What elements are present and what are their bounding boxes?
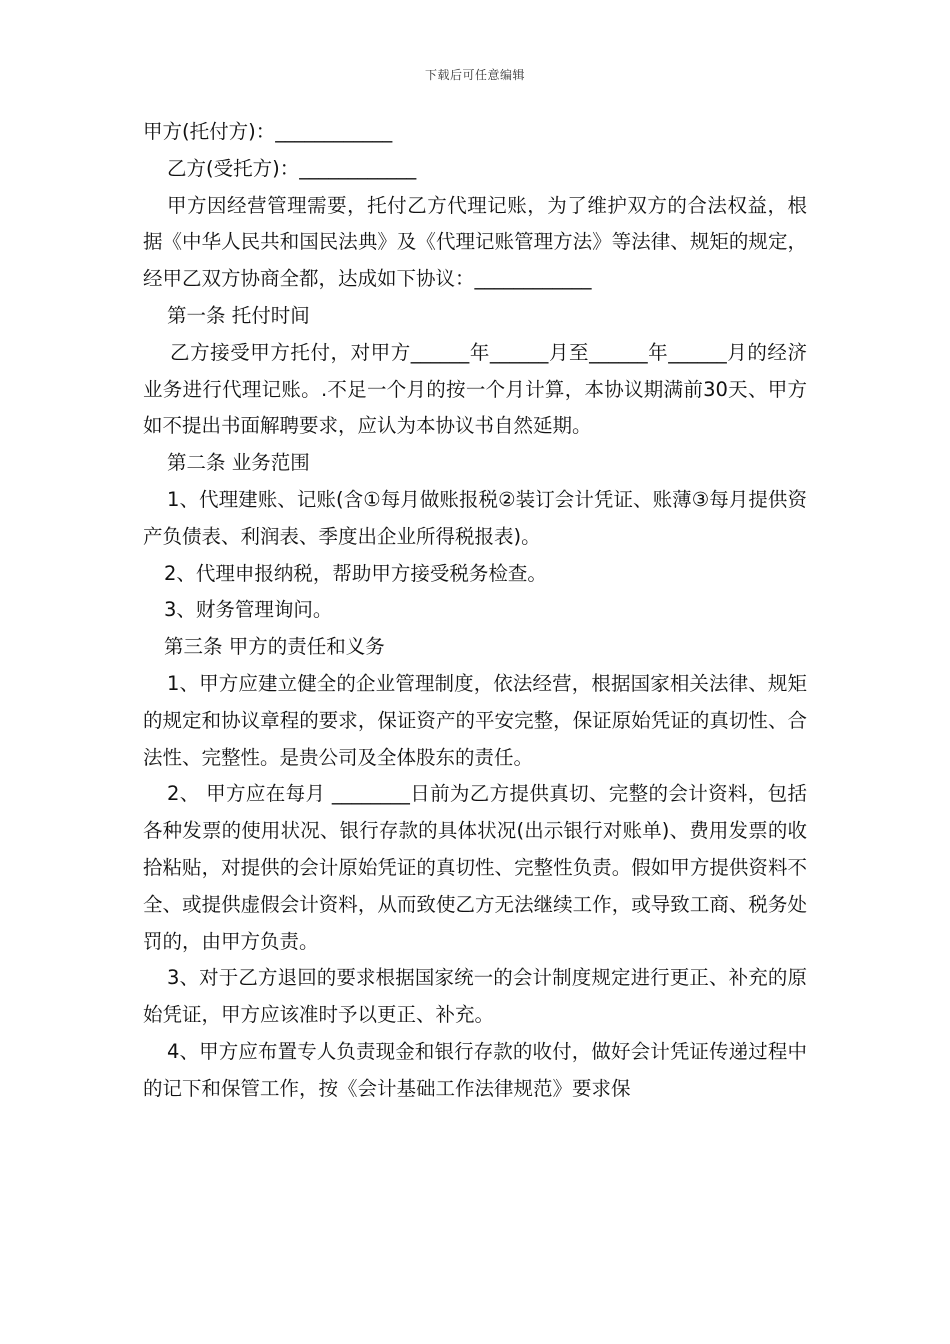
article3-item3: 3、对于乙方退回的要求根据国家统一的会计制度规定进行更正、补充的原始凭证，甲方应该准时予以更正、补充。 bbox=[143, 966, 807, 1027]
article1-text: 乙方接受甲方托付，对甲方______年______月至______年______月的经济业务进行代理记账。.不足一个月的按一个月计算，本协议期满前30天、甲方如不提出书面解聘要求，应认为本协议书自然延期。 bbox=[143, 340, 807, 438]
header-note: 下载后可任意编辑 bbox=[424, 68, 525, 82]
article2-item1: 1、代理建账、记账(含①每月做账报税②装订会计凭证、账薄③每月提供资产负债表、利润表、季度出企业所得税报表)。 bbox=[143, 487, 807, 548]
document-body bbox=[143, 114, 807, 1108]
party-b-line: 乙方(受托方)：____________ bbox=[167, 156, 417, 180]
article3-item1: 1、甲方应建立健全的企业管理制度，依法经营，根据国家相关法律、规矩的规定和协议章程的要求，保证资产的平安完整，保证原始凭证的真切性、合法性、完整性。是贵公司及全体股东的责任。 bbox=[143, 671, 807, 769]
article1-title: 第一条 托付时间 bbox=[167, 303, 310, 327]
article3-item2: 2、 甲方应在每月 ________日前为乙方提供真切、完整的会计资料，包括各种发票的使用状况、银行存款的具体状况(出示银行对账单)、费用发票的收拾粘贴，对提供的会计原始凭证的真切性、完整性负责。假如甲方提供资料不全、或提供虚假会计资料，从而致使乙方无法继续工作，或导致工商、税务处罚的，由甲方负责。 bbox=[143, 782, 807, 953]
article2-title: 第二条 业务范围 bbox=[167, 451, 310, 475]
article3-title: 第三条 甲方的责任和义务 bbox=[164, 635, 385, 659]
party-a-line: 甲方(托付方)：____________ bbox=[143, 120, 393, 143]
article3-item4: 4、甲方应布置专人负责现金和银行存款的收付，做好会计凭证传递过程中的记下和保管工作，按《会计基础工作法律规范》要求保 bbox=[143, 1039, 807, 1100]
intro-paragraph: 甲方因经营管理需要，托付乙方代理记账，为了维护双方的合法权益，根据《中华人民共和国民法典》及《代理记账管理方法》等法律、规矩的规定，经甲乙双方协商全都，达成如下协议：____________ bbox=[143, 193, 807, 291]
article2-item3: 3、财务管理询问。 bbox=[164, 598, 333, 622]
article2-item2: 2、代理申报纳税，帮助甲方接受税务检查。 bbox=[164, 561, 547, 585]
